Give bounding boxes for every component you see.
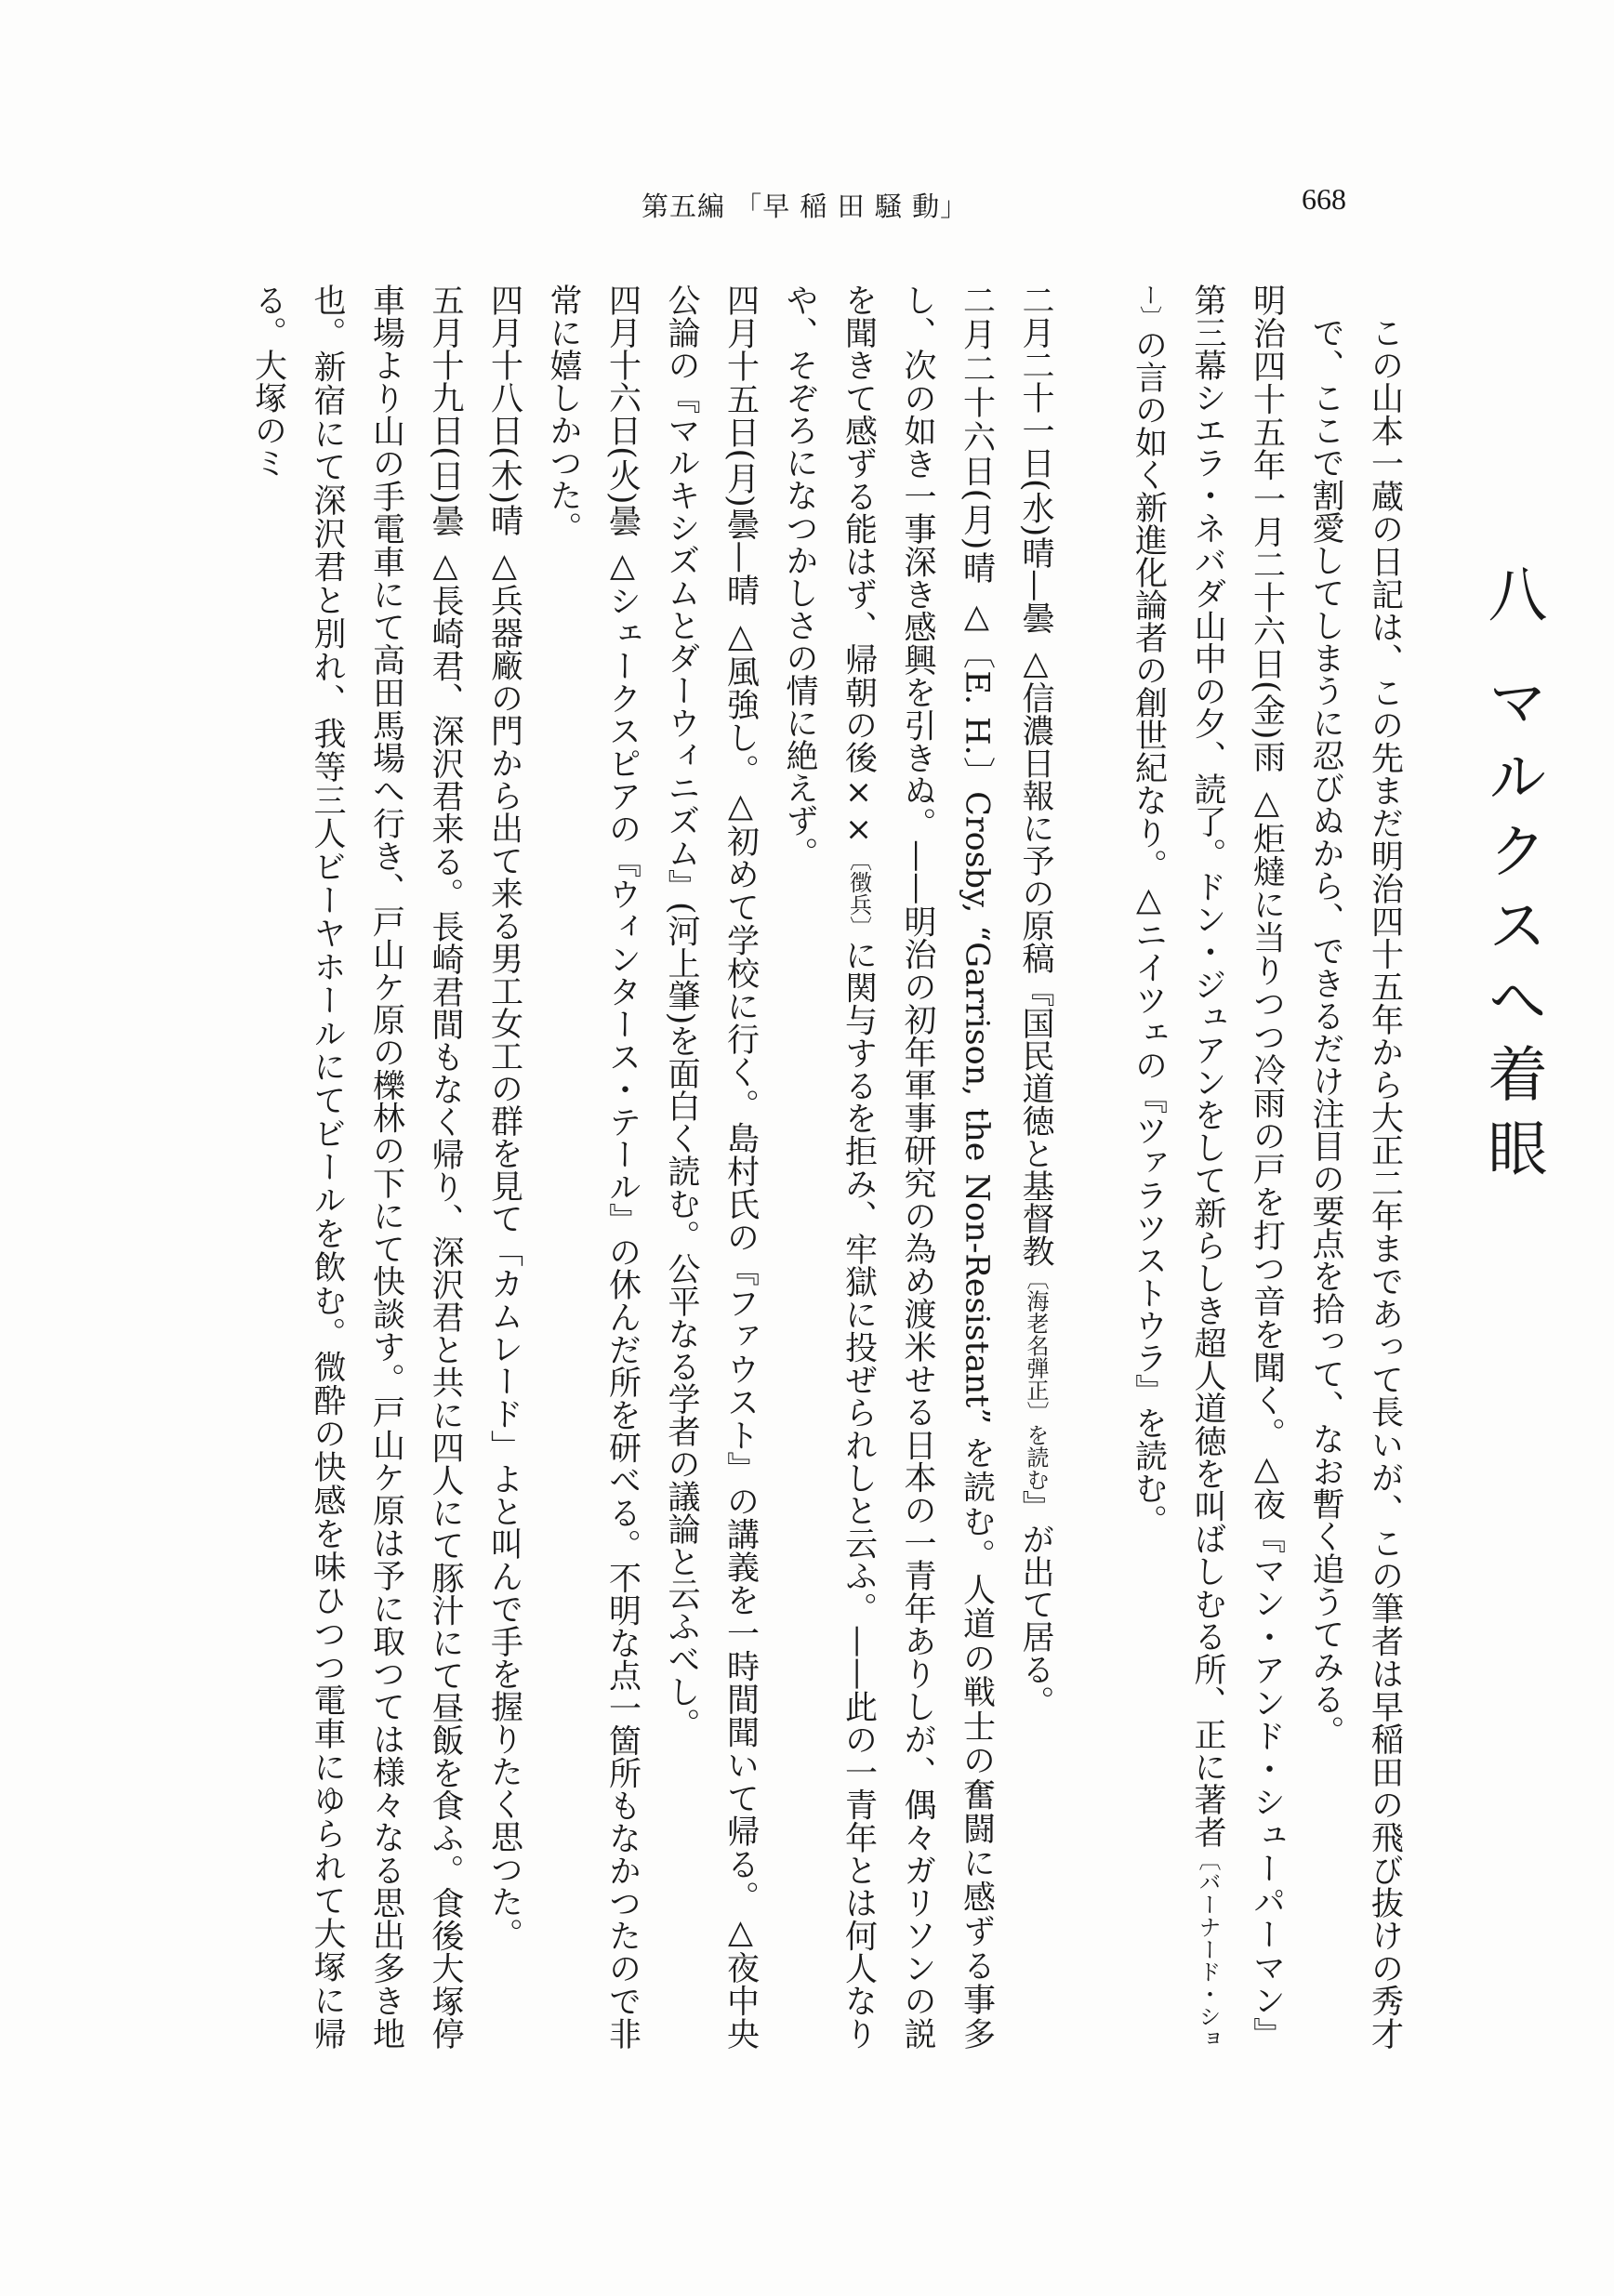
entry-3-note: 〔徴兵〕 bbox=[845, 848, 872, 939]
entry-1-text-a: 明治四十五年一月二十六日(金)雨 △炬燵に当りつつ冷雨の戸を打つ音を聞く。△夜『マン・アンド・シューパーマン』第三幕シエラ・ネバダ山中の夕、読了。ドン・ジュアンをして新らしき超人道徳を叫ばしむる所、正に著者 bbox=[1189, 284, 1286, 2050]
diary-entry-1 bbox=[1065, 284, 1296, 2050]
entry-1-note: 〔バーナード・ショー〕 bbox=[1135, 284, 1221, 2051]
page-number: 668 bbox=[1302, 182, 1346, 216]
entry-1-text-b: の言の如く新進化論者の創世紀なり。△ニイツェの『ツァラツストウラ』を読む。 bbox=[1130, 328, 1168, 1537]
diary-entry-4: 四月十五日(月)曇—晴 △風強し。△初めて学校に行く。島村氏の『ファウスト』の講義を一時間聞いて帰る。△夜中央公論の『マルキシズムとダーウィニズム』(河上肇)を面白く読む。公平なる学者の議論と云ふべし。 bbox=[663, 284, 760, 2050]
vertical-text bbox=[238, 284, 1559, 2050]
intro-paragraph: この山本一蔵の日記は、この先まだ明治四十五年から大正二年まであって長いが、この筆者は早稲田の飛び抜けの秀才で、ここで割愛してしまうに忍びぬから、できるだけ注目の要点を拾って、なお暫く追うてみる。 bbox=[1307, 316, 1404, 2050]
diary-entry-7: 五月十九日(日)曇 △長崎君、深沢君来る。長崎君間もなく帰り、深沢君と共に四人にて豚汁にて昼飯を食ふ。食後大塚停車場より山の手電車にて高田馬場へ行き、戸山ケ原の櫟林の下にて快談す。戸山ケ原は予に取つては様々なる思出多き地也。新宿にて深沢君と別れ、我等三人ビーヤホールにてビールを飲む。微酔の快感を味ひつつ電車にゆられて大塚に帰る。大塚のミ bbox=[249, 284, 464, 2050]
entry-2-note: 〔海老名弾正〕を読む bbox=[1023, 1267, 1049, 1491]
diary-entry-5: 四月十六日(火)曇 △シェークスピアの『ウィンタース・テール』の休んだ所を研べる。不明な点一箇所もなかつたので非常に嬉しかつた。 bbox=[545, 284, 642, 2050]
diary-entry-2 bbox=[1006, 284, 1065, 2050]
running-head: 第五編 「早 稲 田 騒 動」 bbox=[642, 191, 969, 222]
body-text-area bbox=[238, 284, 1547, 2051]
section-heading: 八 マルクスへ着眼 bbox=[1477, 562, 1547, 1193]
entry-2-text-b: 』が出て居る。 bbox=[1017, 1490, 1054, 1719]
entry-3-text-a: 二月二十六日(月)晴 △〔E. H.〕Crosby, “Garrison, the Non-Resistant” を読む。人道の戦士の奮闘に感ずる事多し、次の如き一事深き感興を引きぬ。——明治の初年軍事研究の為め渡米せる日本の一青年ありしが、偶々ガリソンの説を聞きて感ずる能はず、帰朝の後×× bbox=[840, 284, 996, 2050]
entry-2-text-a: 二月二十一日(水)晴—曇 △信濃日報に予の原稿『国民道徳と基督教 bbox=[1017, 284, 1054, 1268]
entry-3-text-b: に関与するを拒み、牢獄に投ぜられしと云ふ。——此の一青年とは何人なりや、そぞろになつかしさの情に絶えず。 bbox=[781, 284, 878, 2051]
diary-entry-6: 四月十八日(木)晴 △兵器廠の門から出て来る男工女工の群を見て「カムレード」よと叫んで手を握りたく思つた。 bbox=[485, 284, 523, 1951]
diary-entry-3 bbox=[770, 284, 1006, 2050]
